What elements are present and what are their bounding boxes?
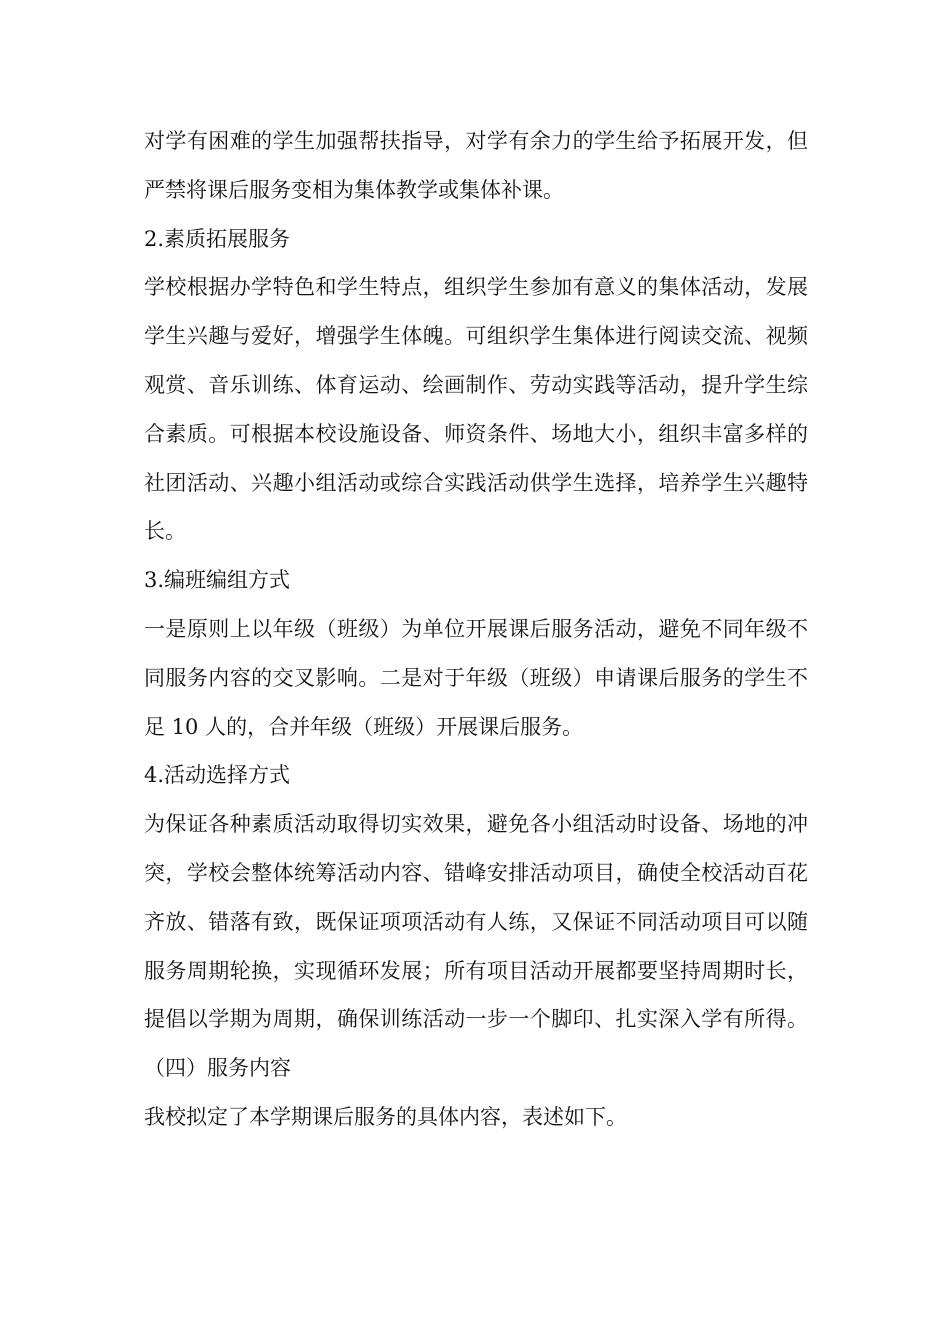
paragraph-line: 为保证各种素质活动取得切实效果，避免各小组活动时设备、场地的冲 (144, 812, 808, 837)
section-heading: （四）服务内容 (144, 1056, 291, 1081)
paragraph-line: 一是原则上以年级（班级）为单位开展课后服务活动，避免不同年级不 (144, 616, 808, 641)
paragraph-line: 突，学校会整体统筹活动内容、错峰安排活动项目，确使全校活动百花 (144, 860, 808, 885)
paragraph-line: 齐放、错落有致，既保证项项活动有人练，又保证不同活动项目可以随 (144, 909, 808, 934)
paragraph-line: 服务周期轮换，实现循环发展；所有项目活动开展都要坚持周期时长， (144, 958, 808, 983)
paragraph-line: 同服务内容的交叉影响。二是对于年级（班级）申请课后服务的学生不 (144, 665, 808, 690)
section-heading: 2.素质拓展服务 (144, 226, 291, 251)
section-heading: 4.活动选择方式 (144, 763, 291, 788)
paragraph-line: 我校拟定了本学期课后服务的具体内容，表述如下。 (144, 1104, 627, 1129)
paragraph-line: 足 10 人的，合并年级（班级）开展课后服务。 (144, 714, 584, 739)
paragraph-line: 合素质。可根据本校设施设备、师资条件、场地大小，组织丰富多样的 (144, 421, 808, 446)
section-heading: 3.编班编组方式 (144, 568, 291, 593)
document-body (144, 117, 808, 1142)
paragraph-line: 严禁将课后服务变相为集体教学或集体补课。 (144, 177, 564, 202)
paragraph-line: 长。 (144, 519, 186, 544)
paragraph-line: 对学有困难的学生加强帮扶指导，对学有余力的学生给予拓展开发，但 (144, 129, 808, 153)
paragraph-line: 学校根据办学特色和学生特点，组织学生参加有意义的集体活动，发展 (144, 275, 808, 300)
paragraph-line: 提倡以学期为周期，确保训练活动一步一个脚印、扎实深入学有所得。 (144, 1007, 808, 1032)
paragraph-line: 学生兴趣与爱好，增强学生体魄。可组织学生集体进行阅读交流、视频 (144, 324, 808, 349)
paragraph-line: 观赏、音乐训练、体育运动、绘画制作、劳动实践等活动，提升学生综 (144, 372, 808, 397)
paragraph-line: 社团活动、兴趣小组活动或综合实践活动供学生选择，培养学生兴趣特 (144, 470, 808, 495)
